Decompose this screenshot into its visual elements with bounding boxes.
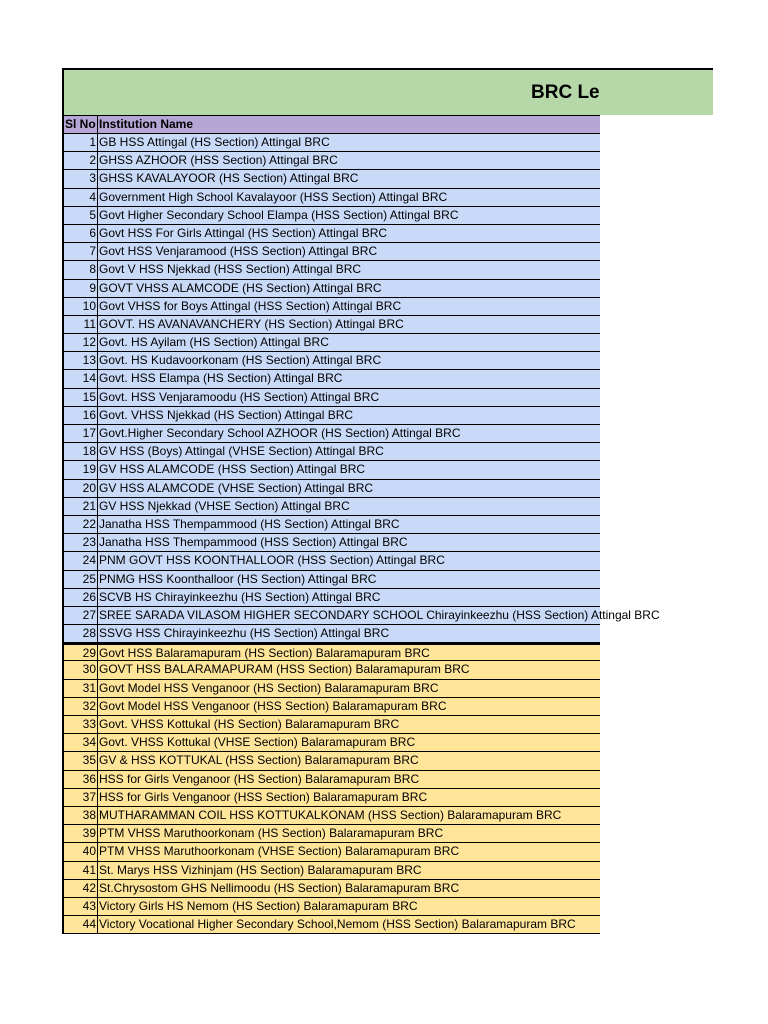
table-row (64, 461, 600, 479)
sl-no-cell[interactable]: 29 (64, 645, 98, 660)
institution-name-cell[interactable]: Govt HSS For Girls Attingal (HS Section) Attingal BRC (99, 225, 388, 240)
institution-name-cell[interactable]: Govt. HSS Elampa (HS Section) Attingal BRC (99, 371, 343, 386)
header-institution-name[interactable]: Institution Name (99, 117, 194, 131)
institution-name-cell[interactable]: Govt. HS Kudavoorkonam (HS Section) Attingal BRC (99, 353, 382, 368)
institution-name-cell[interactable]: GOVT. HS AVANAVANCHERY (HS Section) Attingal BRC (99, 316, 404, 331)
institution-name-cell[interactable]: St.Chrysostom GHS Nellimoodu (HS Section) Balaramapuram BRC (99, 880, 460, 895)
table-row (64, 534, 600, 552)
sl-no-cell[interactable]: 9 (64, 280, 98, 297)
table-row (64, 334, 600, 352)
institution-name-cell[interactable]: PNM GOVT HSS KOONTHALLOOR (HSS Section) Attingal BRC (99, 553, 445, 568)
table-row (64, 716, 600, 734)
sl-no-cell[interactable]: 27 (64, 607, 98, 624)
table-row (64, 661, 600, 679)
sl-no-cell[interactable]: 28 (64, 625, 98, 642)
table-row (64, 698, 600, 716)
sl-no-cell[interactable]: 1 (64, 134, 98, 151)
institution-name-cell[interactable]: Victory Vocational Higher Secondary School,Nemom (HSS Section) Balaramapuram BRC (99, 917, 576, 932)
sl-no-cell[interactable]: 39 (64, 825, 98, 842)
table-row (64, 625, 600, 643)
institution-name-cell[interactable]: HSS for Girls Venganoor (HS Section) Balaramapuram BRC (99, 771, 420, 786)
institution-name-cell[interactable]: SCVB HS Chirayinkeezhu (HS Section) Attingal BRC (99, 589, 381, 604)
institution-table (62, 115, 660, 934)
header-sl-no[interactable]: Sl No (64, 116, 98, 133)
sl-no-cell[interactable]: 20 (64, 480, 98, 497)
sl-no-cell[interactable]: 19 (64, 461, 98, 478)
institution-name-cell[interactable]: GHSS AZHOOR (HSS Section) Attingal BRC (99, 153, 338, 168)
sl-no-cell[interactable]: 35 (64, 752, 98, 769)
institution-name-cell[interactable]: Govt HSS Balaramapuram (HS Section) Balaramapuram BRC (99, 646, 430, 661)
table-row (64, 607, 660, 625)
institution-name-cell[interactable]: Govt Higher Secondary School Elampa (HSS Section) Attingal BRC (99, 207, 459, 222)
institution-name-cell[interactable]: GHSS KAVALAYOOR (HS Section) Attingal BRC (99, 171, 359, 186)
institution-name-cell[interactable]: Govt. VHSS Kottukal (HS Section) Balaramapuram BRC (99, 717, 400, 731)
sl-no-cell[interactable]: 21 (64, 498, 98, 515)
sl-no-cell[interactable]: 10 (64, 298, 98, 315)
table-row (64, 516, 600, 534)
institution-name-cell[interactable]: GOVT HSS BALARAMAPURAM (HSS Section) Balaramapuram BRC (99, 662, 470, 677)
sl-no-cell[interactable]: 14 (64, 370, 98, 387)
institution-name-cell[interactable]: GV HSS Njekkad (VHSE Section) Attingal BRC (99, 498, 350, 513)
institution-name-cell[interactable]: Govt. HSS Venjaramoodu (HS Section) Attingal BRC (99, 389, 380, 404)
sl-no-cell[interactable]: 5 (64, 207, 98, 224)
table-row (64, 134, 600, 152)
table-row (64, 843, 600, 861)
table-row (64, 898, 600, 916)
sl-no-cell[interactable]: 2 (64, 152, 98, 169)
sl-no-cell[interactable]: 30 (64, 661, 98, 678)
sl-no-cell[interactable]: 38 (64, 807, 98, 824)
sl-no-cell[interactable]: 7 (64, 243, 98, 260)
institution-name-cell[interactable]: GOVT VHSS ALAMCODE (HS Section) Attingal BRC (99, 280, 382, 295)
sl-no-cell[interactable]: 24 (64, 552, 98, 569)
sl-no-cell[interactable]: 25 (64, 571, 98, 588)
institution-name-cell[interactable]: Govt Model HSS Venganoor (HS Section) Balaramapuram BRC (99, 680, 439, 695)
table-row (64, 298, 600, 316)
sl-no-cell[interactable]: 26 (64, 589, 98, 606)
table-row (64, 280, 600, 298)
sl-no-cell[interactable]: 6 (64, 225, 98, 242)
institution-name-cell[interactable]: HSS for Girls Venganoor (HSS Section) Balaramapuram BRC (99, 789, 428, 804)
table-row (64, 771, 600, 789)
institution-name-cell[interactable]: Government High School Kavalayoor (HSS Section) Attingal BRC (99, 189, 448, 204)
table-row (64, 734, 600, 752)
table-row (64, 170, 600, 188)
sl-no-cell[interactable]: 40 (64, 843, 98, 860)
institution-name-cell[interactable]: Govt. HS Ayilam (HS Section) Attingal BRC (99, 335, 329, 350)
sl-no-cell[interactable]: 3 (64, 170, 98, 187)
institution-name-cell[interactable]: PTM VHSS Maruthoorkonam (HS Section) Balaramapuram BRC (99, 826, 444, 841)
table-header-row (64, 115, 600, 134)
table-row (64, 207, 600, 225)
sl-no-cell[interactable]: 8 (64, 261, 98, 278)
institution-name-cell[interactable]: GV HSS ALAMCODE (HSS Section) Attingal BRC (99, 462, 366, 477)
sl-no-cell[interactable]: 4 (64, 189, 98, 206)
institution-name-cell[interactable]: Govt Model HSS Venganoor (HSS Section) Balaramapuram BRC (99, 698, 447, 713)
sl-no-cell[interactable]: 33 (64, 716, 98, 733)
institution-name-cell[interactable]: Victory Girls HS Nemom (HS Section) Balaramapuram BRC (99, 898, 418, 913)
institution-name-cell[interactable]: PNMG HSS Koonthalloor (HS Section) Attingal BRC (99, 571, 377, 586)
table-row (64, 789, 600, 807)
table-row (64, 571, 600, 589)
sheet-title-bar (62, 68, 713, 115)
table-row (64, 316, 600, 334)
sl-no-cell[interactable]: 23 (64, 534, 98, 551)
table-row (64, 189, 600, 207)
institution-name-cell[interactable]: Govt V HSS Njekkad (HSS Section) Attingal BRC (99, 262, 362, 277)
table-row (64, 480, 600, 498)
institution-name-cell[interactable]: Govt HSS Venjaramood (HSS Section) Attingal BRC (99, 244, 378, 259)
institution-name-cell[interactable]: GV HSS ALAMCODE (VHSE Section) Attingal BRC (99, 480, 374, 495)
sl-no-cell[interactable]: 42 (64, 880, 98, 897)
sl-no-cell[interactable]: 41 (64, 862, 98, 879)
table-row (64, 643, 600, 661)
sl-no-cell[interactable]: 18 (64, 443, 98, 460)
institution-name-cell[interactable]: SREE SARADA VILASOM HIGHER SECONDARY SCHOOL Chirayinkeezhu (HSS Section) Attingal BRC (99, 607, 660, 622)
institution-name-cell[interactable]: MUTHARAMMAN COIL HSS KOTTUKALKONAM (HSS Section) Balaramapuram BRC (99, 807, 562, 822)
table-row (64, 425, 600, 443)
table-row (64, 498, 600, 516)
table-row (64, 152, 600, 170)
table-body (64, 134, 660, 934)
sl-no-cell[interactable]: 13 (64, 352, 98, 369)
table-row (64, 225, 600, 243)
sl-no-cell[interactable]: 44 (64, 916, 98, 933)
institution-name-cell[interactable]: Govt VHSS for Boys Attingal (HSS Section) Attingal BRC (99, 298, 402, 313)
institution-name-cell[interactable]: Janatha HSS Thempammood (HSS Section) Attingal BRC (99, 535, 408, 550)
table-row (64, 589, 600, 607)
table-row (64, 552, 600, 570)
table-row (64, 825, 600, 843)
table-row (64, 370, 600, 388)
table-row (64, 916, 600, 934)
table-row (64, 752, 600, 770)
sl-no-cell[interactable]: 22 (64, 516, 98, 533)
institution-name-cell[interactable]: St. Marys HSS Vizhinjam (HS Section) Balaramapuram BRC (99, 862, 422, 877)
sl-no-cell[interactable]: 34 (64, 734, 98, 751)
sl-no-cell[interactable]: 17 (64, 425, 98, 442)
sl-no-cell[interactable]: 32 (64, 698, 98, 715)
table-row (64, 862, 600, 880)
sl-no-cell[interactable]: 11 (64, 316, 98, 333)
sl-no-cell[interactable]: 12 (64, 334, 98, 351)
table-row (64, 807, 600, 825)
table-row (64, 261, 600, 279)
table-row (64, 880, 600, 898)
sl-no-cell[interactable]: 36 (64, 771, 98, 788)
table-row (64, 443, 600, 461)
sl-no-cell[interactable]: 43 (64, 898, 98, 915)
institution-name-cell[interactable]: SSVG HSS Chirayinkeezhu (HS Section) Attingal BRC (99, 626, 390, 641)
sl-no-cell[interactable]: 15 (64, 389, 98, 406)
institution-name-cell[interactable]: Govt. VHSS Njekkad (HS Section) Attingal BRC (99, 407, 354, 422)
table-row (64, 680, 600, 698)
table-row (64, 407, 600, 425)
institution-name-cell[interactable]: PTM VHSS Maruthoorkonam (VHSE Section) Balaramapuram BRC (99, 844, 460, 859)
table-row (64, 352, 600, 370)
institution-name-cell[interactable]: GB HSS Attingal (HS Section) Attingal BRC (99, 135, 330, 149)
institution-name-cell[interactable]: Govt. VHSS Kottukal (VHSE Section) Balaramapuram BRC (99, 735, 416, 750)
sl-no-cell[interactable]: 31 (64, 680, 98, 697)
sheet-title: BRC Le (531, 82, 600, 103)
sl-no-cell[interactable]: 16 (64, 407, 98, 424)
institution-name-cell[interactable]: Govt.Higher Secondary School AZHOOR (HS Section) Attingal BRC (99, 426, 461, 440)
table-row (64, 389, 600, 407)
table-row (64, 243, 600, 261)
sl-no-cell[interactable]: 37 (64, 789, 98, 806)
institution-name-cell[interactable]: GV HSS (Boys) Attingal (VHSE Section) Attingal BRC (99, 444, 384, 459)
institution-name-cell[interactable]: Janatha HSS Thempammood (HS Section) Attingal BRC (99, 516, 400, 531)
institution-name-cell[interactable]: GV & HSS KOTTUKAL (HSS Section) Balaramapuram BRC (99, 753, 419, 768)
